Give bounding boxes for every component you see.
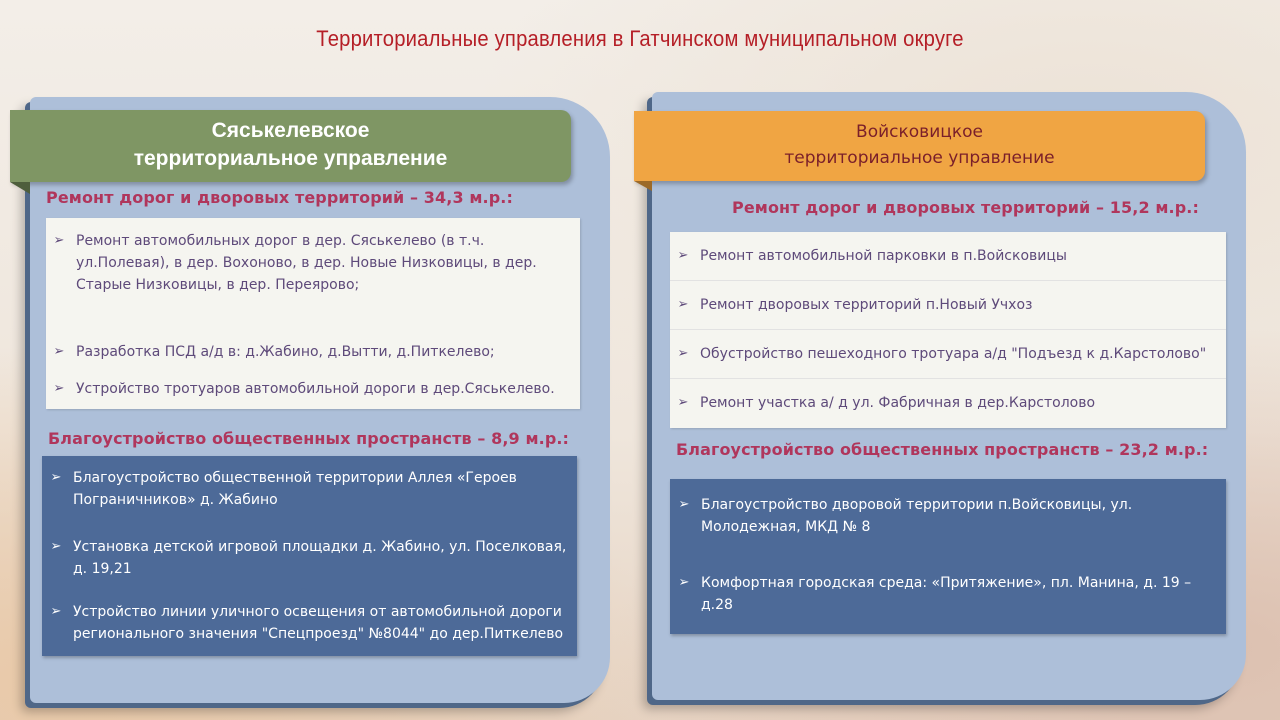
- arrow-bullet-icon: ➢: [50, 470, 62, 485]
- list-item: ➢ Благоустройство дворовой территории п.Войсковицы, ул. Молодежная, МКД № 8: [701, 494, 1186, 538]
- right-public-box: [670, 479, 1226, 634]
- arrow-bullet-icon: ➢: [677, 346, 689, 361]
- list-item: ➢ Устройство линии уличного освещения от автомобильной дороги регионального значения "Спецпроезд" №8044" до дер.Питкелево: [73, 601, 573, 645]
- left-header-banner: [10, 110, 571, 182]
- list-item: ➢ Ремонт автомобильных дорог в дер. Сяськелево (в т.ч. ул.Полевая), в дер. Вохоново, в дер. Новые Низковицы, в дер. Старые Низковицы, в дер. Переярово;: [76, 230, 560, 296]
- left-header-fold: [10, 182, 30, 194]
- list-item: ➢ Благоустройство общественной территории Аллея «Героев Пограничников» д. Жабино: [73, 467, 563, 511]
- list-item: ➢ Разработка ПСД а/д в: д.Жабино, д.Вытти, д.Питкелево;: [76, 341, 560, 363]
- arrow-bullet-icon: ➢: [678, 497, 690, 512]
- list-item: ➢ Установка детской игровой площадки д. Жабино, ул. Поселковая, д. 19,21: [73, 536, 571, 580]
- list-item: ➢ Ремонт автомобильной парковки в п.Войсковицы: [670, 232, 1226, 281]
- left-public-heading: Благоустройство общественных пространств – 8,9 м.р.:: [48, 429, 570, 448]
- list-item: ➢ Ремонт дворовых территорий п.Новый Учхоз: [670, 281, 1226, 330]
- arrow-bullet-icon: ➢: [50, 539, 62, 554]
- list-item: ➢ Ремонт участка а/ д ул. Фабричная в дер.Карстолово: [670, 379, 1226, 427]
- arrow-bullet-icon: ➢: [53, 233, 65, 248]
- arrow-bullet-icon: ➢: [53, 344, 65, 359]
- right-roads-box: [670, 232, 1226, 428]
- left-roads-heading: Ремонт дорог и дворовых территорий – 34,3 м.р.:: [46, 188, 513, 207]
- list-item: ➢ Устройство тротуаров автомобильной дороги в дер.Сяськелево.: [76, 378, 570, 400]
- list-item: ➢ Обустройство пешеходного тротуара а/д "Подъезд к д.Карстолово": [670, 330, 1226, 379]
- left-header-line1: Сяськелевское: [211, 119, 370, 142]
- arrow-bullet-icon: ➢: [677, 395, 689, 410]
- right-header-line2: территориальное управление: [784, 148, 1055, 168]
- right-header-fold: [634, 181, 652, 191]
- arrow-bullet-icon: ➢: [677, 297, 689, 312]
- left-roads-box: [46, 218, 580, 409]
- right-public-heading: Благоустройство общественных пространств – 23,2 м.р.:: [676, 440, 1209, 459]
- arrow-bullet-icon: ➢: [50, 604, 62, 619]
- left-public-box: [42, 456, 577, 656]
- right-header-banner: [634, 111, 1205, 181]
- page-title: Территориальные управления в Гатчинском муниципальном округе: [316, 26, 964, 51]
- list-item: ➢ Комфортная городская среда: «Притяжение», пл. Манина, д. 19 – д.28: [701, 572, 1200, 616]
- arrow-bullet-icon: ➢: [677, 248, 689, 263]
- right-roads-heading: Ремонт дорог и дворовых территорий – 15,2 м.р.:: [732, 198, 1199, 217]
- right-header-line1: Войсковицкое: [856, 122, 983, 142]
- left-header-line2: территориальное управление: [133, 147, 448, 170]
- arrow-bullet-icon: ➢: [53, 381, 65, 396]
- arrow-bullet-icon: ➢: [678, 575, 690, 590]
